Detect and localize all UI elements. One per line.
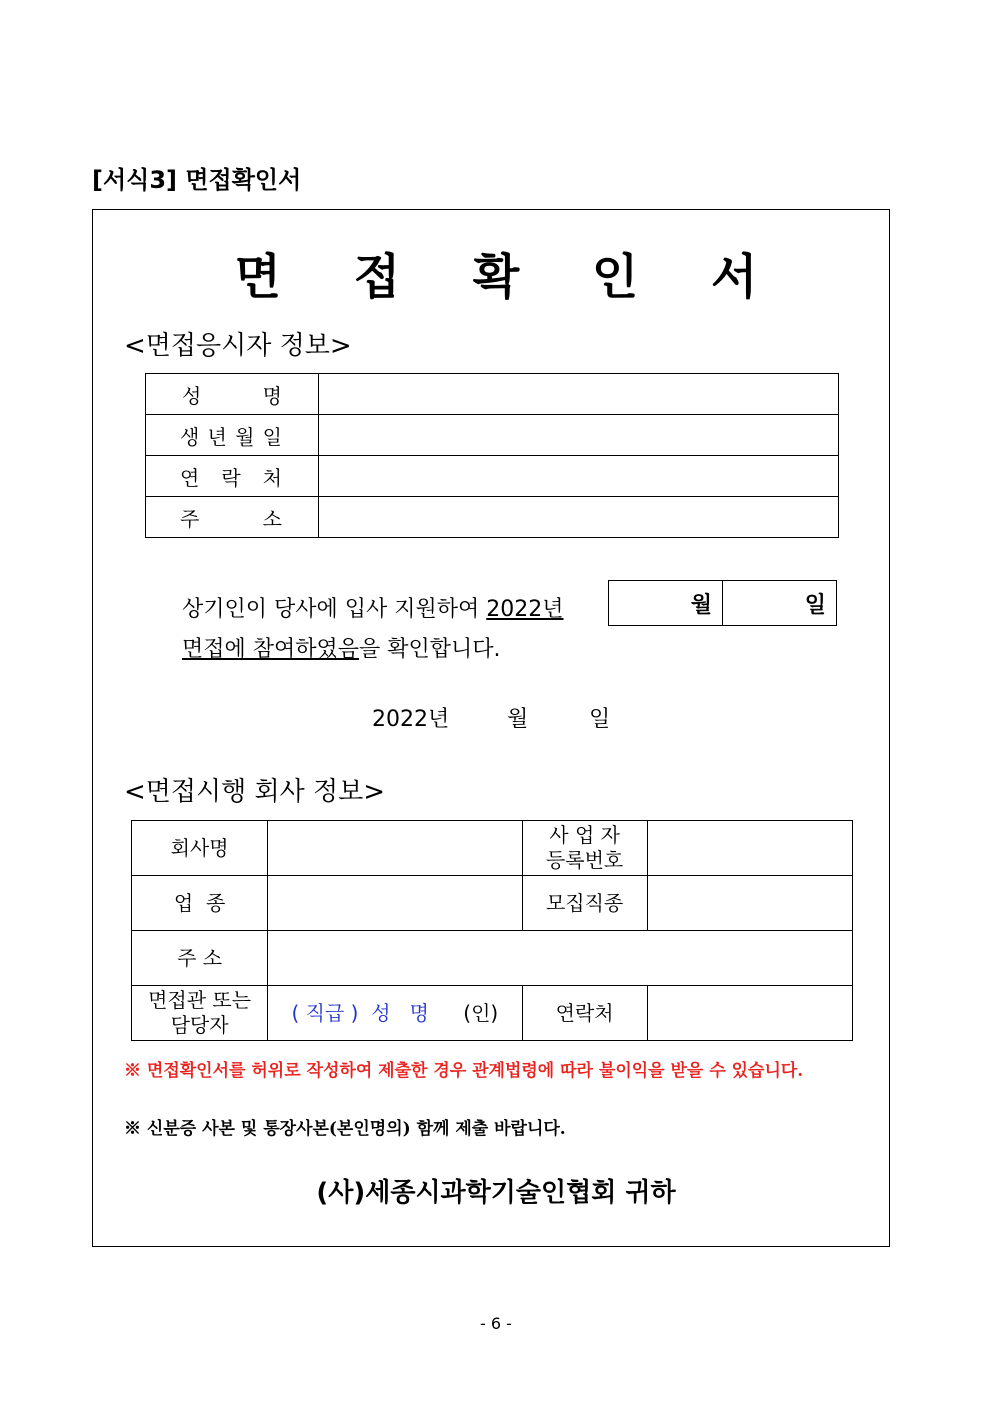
signature-date-day: 일: [589, 707, 611, 732]
industry-label: 업 종: [132, 876, 268, 931]
company-address-field[interactable]: [268, 931, 853, 986]
table-row: [132, 821, 853, 876]
company-info-table: [131, 820, 853, 1041]
label-char: 성: [182, 383, 204, 408]
table-row: [132, 876, 853, 931]
table-row: [146, 456, 839, 497]
label-char: 소: [262, 506, 284, 531]
label-char: 락: [221, 465, 243, 490]
signature-date-year: 2022년: [372, 707, 450, 732]
birth-date-field[interactable]: [319, 415, 839, 456]
table-row: [146, 415, 839, 456]
statement-tail: 을 확인합니다.: [359, 637, 501, 662]
company-section-heading: <면접시행 회사 정보>: [124, 777, 386, 807]
label-char: 주: [180, 506, 202, 531]
interview-date-box: [608, 580, 837, 626]
company-name-label: 회사명: [132, 821, 268, 876]
contact-label: [146, 456, 319, 497]
statement-underlined: 면접에 참여하였음: [182, 637, 360, 662]
statement-line-2: [182, 630, 564, 670]
page-number: - 6 -: [480, 1314, 512, 1333]
table-row: [132, 986, 853, 1041]
label-line: 담당자: [170, 1013, 229, 1037]
contact-field[interactable]: [319, 456, 839, 497]
interviewer-field[interactable]: [268, 986, 522, 1041]
company-address-label: 주 소: [132, 931, 268, 986]
statement-line-1: [182, 590, 564, 630]
applicant-section-heading: <면접응시자 정보>: [124, 331, 352, 361]
document-title: 면 접 확 인 서: [234, 249, 786, 305]
job-type-field[interactable]: [647, 876, 852, 931]
month-field[interactable]: [609, 581, 722, 625]
label-line: 등록번호: [545, 848, 624, 872]
seal-mark: (인): [463, 1000, 499, 1025]
birth-date-label: [146, 415, 319, 456]
signature-date-month: 월: [507, 707, 529, 732]
business-reg-label: [522, 821, 647, 876]
day-label: 일: [804, 592, 826, 618]
label-char: 연: [180, 465, 202, 490]
address-field[interactable]: [319, 497, 839, 538]
label-char: 년: [207, 424, 229, 449]
label-char: 생: [180, 424, 202, 449]
statement-year: 2022년: [486, 597, 564, 622]
table-row: [146, 374, 839, 415]
interviewer-label: [132, 986, 268, 1041]
confirmation-statement: [182, 590, 564, 670]
day-field[interactable]: [722, 581, 836, 625]
industry-field[interactable]: [268, 876, 522, 931]
form-frame: [92, 209, 890, 1247]
label-char: 월: [235, 424, 257, 449]
label-char: 명: [262, 383, 284, 408]
label-line: 사 업 자: [549, 823, 620, 847]
name-label: [146, 374, 319, 415]
statement-text: 상기인이 당사에 입사 지원하여: [182, 597, 487, 622]
label-line: 면접관 또는: [148, 988, 252, 1012]
company-name-field[interactable]: [268, 821, 522, 876]
false-statement-warning: ※ 면접확인서를 허위로 작성하여 제출한 경우 관계법령에 따라 불이익을 받을 수 있습니다.: [124, 1061, 804, 1081]
address-label: [146, 497, 319, 538]
label-char: 처: [262, 465, 284, 490]
table-row: [132, 931, 853, 986]
month-label: 월: [690, 592, 712, 618]
addressee: (사)세종시과학기술인협회 귀하: [316, 1178, 676, 1208]
label-char: 일: [262, 424, 284, 449]
attachment-note: ※ 신분증 사본 및 통장사본(본인명의) 함께 제출 바랍니다.: [124, 1119, 566, 1139]
interviewer-hint: ( 직급 ) 성 명: [291, 1000, 429, 1025]
form-number-label: [서식3] 면접확인서: [92, 166, 302, 194]
business-reg-field[interactable]: [647, 821, 852, 876]
company-contact-label: 연락처: [522, 986, 647, 1041]
table-row: [146, 497, 839, 538]
applicant-info-table: [145, 373, 839, 538]
name-field[interactable]: [319, 374, 839, 415]
job-type-label: 모집직종: [522, 876, 647, 931]
company-contact-field[interactable]: [647, 986, 852, 1041]
